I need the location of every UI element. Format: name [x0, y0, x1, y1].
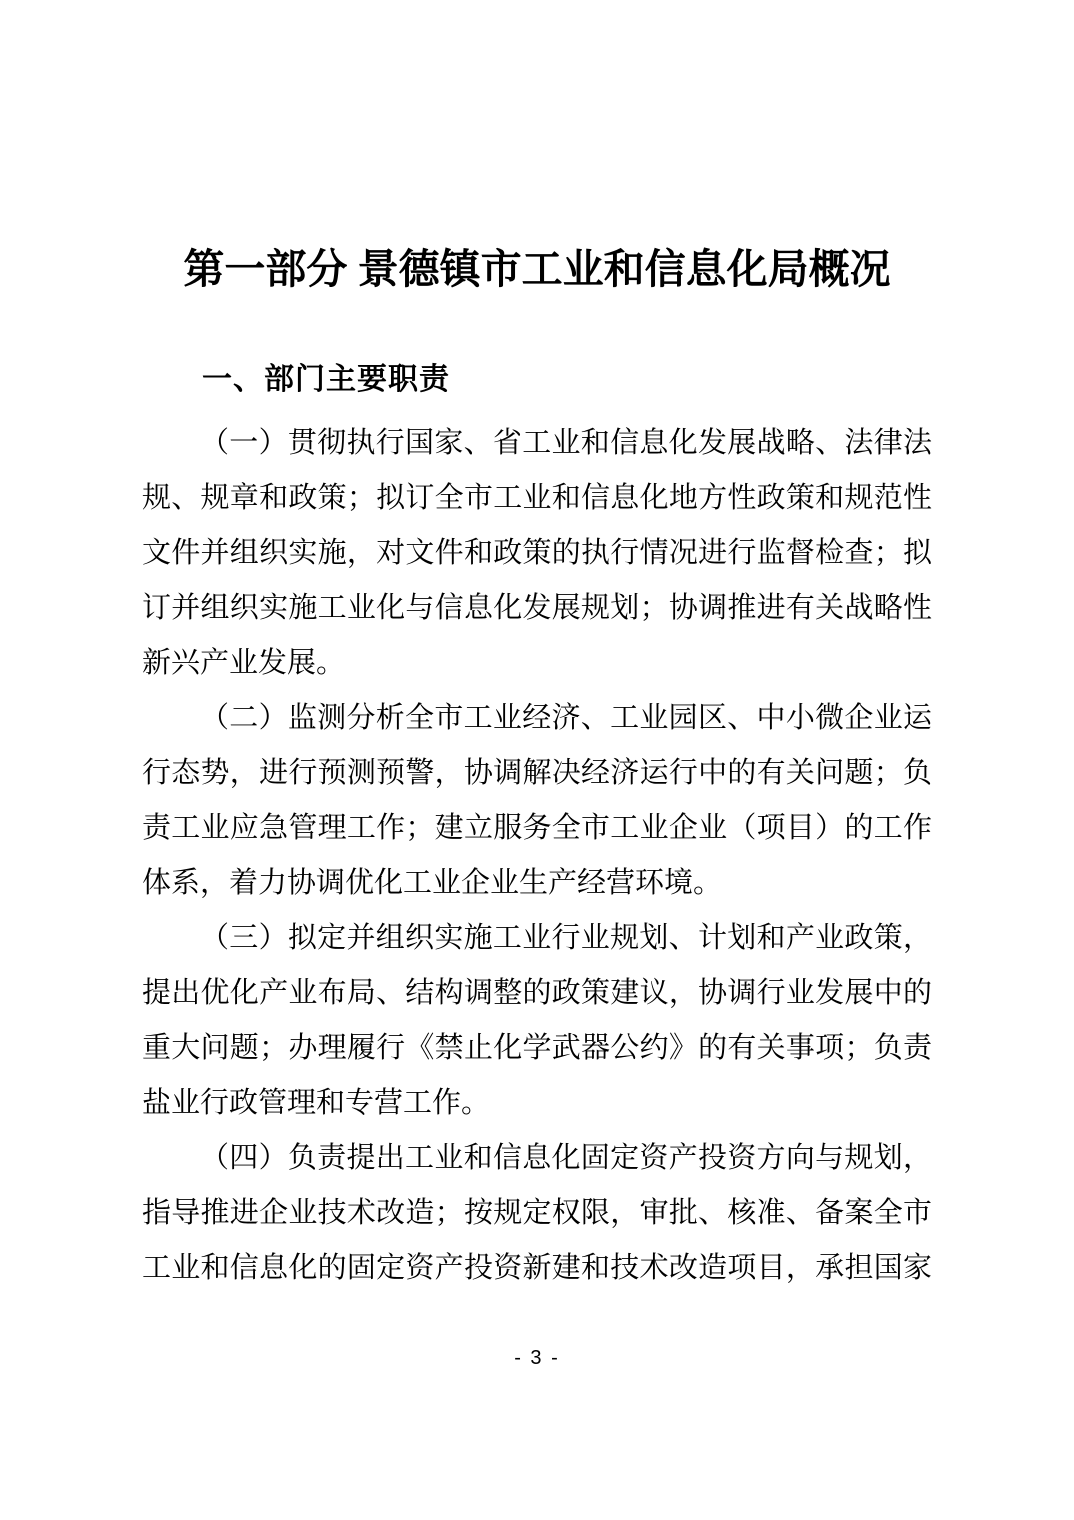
text-line: 责工业应急管理工作；建立服务全市工业企业（项目）的工作	[142, 812, 932, 844]
text-line: 提出优化产业布局、结构调整的政策建议，协调行业发展中的	[142, 977, 932, 1009]
page-title: 第一部分 景德镇市工业和信息化局概况	[183, 246, 891, 292]
paragraph-2	[142, 691, 932, 911]
text-line: 新兴产业发展。	[142, 647, 346, 679]
paragraph-1	[142, 416, 932, 691]
text-line: （二）监测分析全市工业经济、工业园区、中小微企业运	[200, 702, 932, 734]
paragraph-3	[142, 911, 932, 1131]
text-line: 重大问题；办理履行《禁止化学武器公约》的有关事项；负责	[142, 1032, 932, 1064]
text-line: （三）拟定并组织实施工业行业规划、计划和产业政策，	[200, 922, 932, 954]
text-line: 体系，着力协调优化工业企业生产经营环境。	[142, 867, 723, 899]
text-line: 行态势，进行预测预警，协调解决经济运行中的有关问题；负	[142, 757, 932, 789]
page-number: - 3 -	[514, 1347, 560, 1369]
paragraph-4	[142, 1131, 932, 1296]
text-line: 指导推进企业技术改造；按规定权限，审批、核准、备案全市	[142, 1197, 932, 1229]
text-line: 工业和信息化的固定资产投资新建和技术改造项目，承担国家	[142, 1252, 932, 1284]
text-line: 盐业行政管理和专营工作。	[142, 1087, 491, 1119]
text-line: （一）贯彻执行国家、省工业和信息化发展战略、法律法	[200, 427, 932, 459]
text-line: （四）负责提出工业和信息化固定资产投资方向与规划，	[200, 1142, 932, 1174]
text-line: 文件并组织实施，对文件和政策的执行情况进行监督检查；拟	[142, 537, 932, 569]
body-text	[142, 416, 932, 1296]
section-heading: 一、部门主要职责	[202, 363, 450, 396]
text-line: 规、规章和政策；拟订全市工业和信息化地方性政策和规范性	[142, 482, 932, 514]
text-line: 订并组织实施工业化与信息化发展规划；协调推进有关战略性	[142, 592, 932, 624]
